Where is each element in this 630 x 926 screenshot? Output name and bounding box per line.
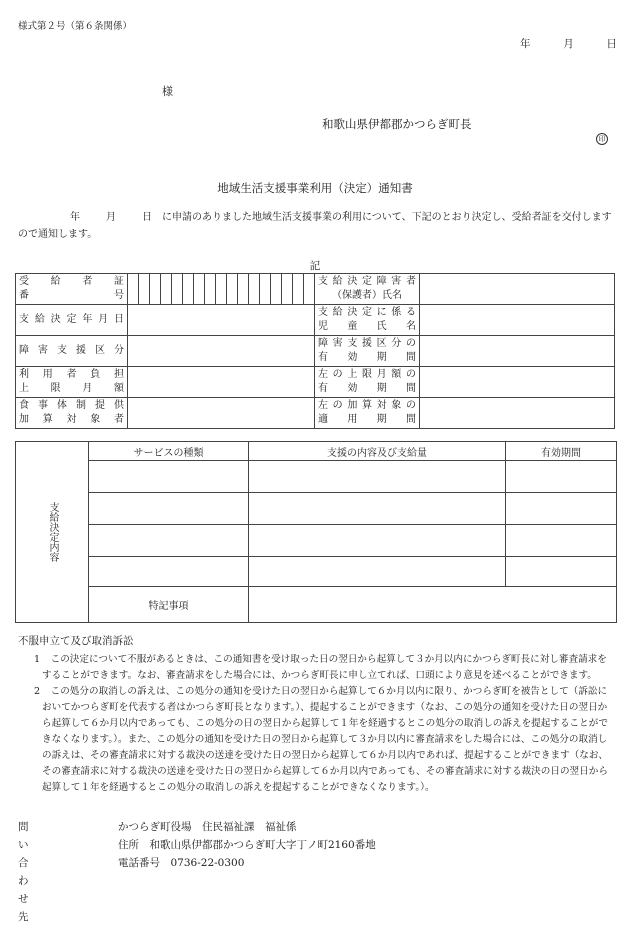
addressee: 様	[162, 85, 173, 98]
copay-period-field[interactable]	[420, 367, 615, 398]
appeal-item-text: この決定について不服があるときは、この通知書を受け取った日の翌日から起算して３か月以内にかつらぎ町長に対し審査請求をすることができます。なお、審査請求をした場合には、かつらぎ町長に申し立てれば、口頭により意見を述べることができます。	[42, 654, 607, 681]
remarks-label: 特記事項	[89, 587, 249, 623]
child-name-field[interactable]	[420, 305, 615, 336]
intro-paragraph	[18, 209, 614, 243]
recipient-number-digit[interactable]	[150, 274, 161, 305]
intro-year: 年	[70, 212, 80, 223]
recipient-number-digit[interactable]	[194, 274, 205, 305]
recipient-number-digit[interactable]	[139, 274, 150, 305]
child-name-label: 支 給 決 定 に 係 る 児 童 氏 名	[315, 305, 420, 336]
valid-period-cell[interactable]	[506, 557, 617, 587]
meal-provision-label: 食 事 体 制 提 供 加 算 対 象 者	[16, 398, 128, 429]
decision-content-side-label: 支給決定内容	[16, 442, 89, 623]
contact-office: かつらぎ町役場 住民福祉課 福祉係	[118, 821, 297, 833]
guardian-name-label: 支 給 決 定 障 害 者 （保護者）氏名	[315, 274, 420, 305]
recipient-number-digit[interactable]	[205, 274, 216, 305]
recipient-number-digit[interactable]	[161, 274, 172, 305]
appeal-title: 不服申立て及び取消訴訟	[18, 635, 134, 647]
meal-period-field[interactable]	[420, 398, 615, 429]
recipient-number-digit[interactable]	[128, 274, 139, 305]
recipient-number-digit[interactable]	[183, 274, 194, 305]
recipient-number-digit[interactable]	[271, 274, 282, 305]
service-type-cell[interactable]	[89, 525, 249, 557]
meal-provision-field[interactable]	[128, 398, 315, 429]
guardian-name-field[interactable]	[420, 274, 615, 305]
recipient-number-digit[interactable]	[282, 274, 293, 305]
meal-period-label: 左 の 加 算 対 象 の 適 用 期 間	[315, 398, 420, 429]
recipient-number-label: 受 給 者 証 番 号	[16, 274, 128, 305]
support-content-header: 支援の内容及び支給量	[249, 442, 506, 461]
recipient-number-digit[interactable]	[293, 274, 304, 305]
recipient-number-digit[interactable]	[216, 274, 227, 305]
valid-period-header: 有効期間	[506, 442, 617, 461]
date-year-label: 年	[520, 38, 531, 50]
remarks-field[interactable]	[249, 587, 617, 623]
appeal-item: 1 この決定について不服があるときは、この通知書を受け取った日の翌日から起算して３か月以内にかつらぎ町長に対し審査請求をすることができます。なお、審査請求をした場合には、かつらぎ町長に申し立てれば、口頭により意見を述べることができます。	[18, 652, 616, 684]
support-content-cell[interactable]	[249, 461, 506, 493]
service-type-cell[interactable]	[89, 493, 249, 525]
copay-limit-field[interactable]	[128, 367, 315, 398]
recipient-number-digit[interactable]	[249, 274, 260, 305]
support-class-label: 障 害 支 援 区 分	[16, 336, 128, 367]
valid-period-cell[interactable]	[506, 525, 617, 557]
recipient-number-digit[interactable]	[260, 274, 271, 305]
decision-date-label: 支 給 決 定 年 月 日	[16, 305, 128, 336]
valid-period-cell[interactable]	[506, 493, 617, 525]
issuer-name: 和歌山県伊都郡かつらぎ町長	[322, 117, 472, 131]
appeal-item: 2 この処分の取消しの訴えは、この処分の通知を受けた日の翌日から起算して６か月以内に限り、かつらぎ町を被告として（訴訟においてかつらぎ町を代表する者はかつらぎ町長となります。）、提起することができます（なお、この処分の通知を受けた日の翌日から起算して６か月以内であっても、この処分の日の翌日から起算して１年を経過するとこの処分の取消しの訴えを提起することができなくなります。）。また、この処分の通知を受けた日の翌日から起算して３か月以内に審査請求をした場合には、この処分の取消しの訴えは、その審査請求に対する裁決の送達を受けた日の翌日から起算して６か月以内であれば、提起することができます（なお、その審査請求に対する裁決の送達を受けた日の翌日から起算して６か月以内であっても、その審査請求に対する裁決の日の翌日から起算して１年を経過するとこの処分の取消しの訴えを提起することができなくなります。）。	[18, 684, 616, 796]
support-content-cell[interactable]	[249, 493, 506, 525]
recipient-number-digit[interactable]	[238, 274, 249, 305]
copay-period-label: 左 の 上 限 月 額 の 有 効 期 間	[315, 367, 420, 398]
copay-limit-label: 利 用 者 負 担 上 限 月 額	[16, 367, 128, 398]
appeal-item-text: この処分の取消しの訴えは、この処分の通知を受けた日の翌日から起算して６か月以内に限り、かつらぎ町を被告として（訴訟においてかつらぎ町を代表する者はかつらぎ町長となります。）、提起することができます（なお、この処分の通知を受けた日の翌日から起算して６か月以内であっても、この処分の日の翌日から起算して１年を経過するとこの処分の取消しの訴えを提起することができなくなります。）。また、この処分の通知を受けた日の翌日から起算して３か月以内に審査請求をした場合には、この処分の取消しの訴えは、その審査請求に対する裁決の送達を受けた日の翌日から起算して６か月以内であれば、提起することができます（なお、その審査請求に対する裁決の送達を受けた日の翌日から起算して６か月以内であっても、その審査請求に対する裁決の日の翌日から起算して１年を経過するとこの処分の取消しの訴えを提起することができなくなります。）。	[42, 686, 609, 793]
intro-text: に申請のありました地域生活支援事業の利用について、下記のとおり決定し、受給者証を交付しますので通知します。	[18, 212, 612, 240]
seal-mark: 印	[596, 133, 608, 145]
recipient-number-digit[interactable]	[227, 274, 238, 305]
valid-period-cell[interactable]	[506, 461, 617, 493]
intro-month: 月	[106, 212, 116, 223]
ki-heading: 記	[309, 260, 321, 272]
support-class-period-field[interactable]	[420, 336, 615, 367]
support-class-field[interactable]	[128, 336, 315, 367]
service-type-cell[interactable]	[89, 461, 249, 493]
appeal-notes	[18, 652, 616, 796]
recipient-number-digit[interactable]	[172, 274, 183, 305]
date-day-label: 日	[606, 38, 617, 50]
decision-date-field[interactable]	[128, 305, 315, 336]
date-month-label: 月	[563, 38, 574, 50]
support-class-period-label: 障 害 支 援 区 分 の 有 効 期 間	[315, 336, 420, 367]
support-content-cell[interactable]	[249, 525, 506, 557]
decision-content-table	[15, 441, 617, 623]
support-content-cell[interactable]	[249, 557, 506, 587]
service-type-header: サービスの種類	[89, 442, 249, 461]
form-number: 様式第２号（第６条関係）	[18, 21, 133, 32]
contact-label: 問い合わせ先	[18, 821, 29, 923]
service-type-cell[interactable]	[89, 557, 249, 587]
contact-address: 住所 和歌山県伊都郡かつらぎ町大字丁ノ町2160番地	[118, 839, 376, 851]
recipient-info-table	[15, 273, 615, 429]
intro-day: 日	[142, 212, 152, 223]
contact-phone: 電話番号 0736-22-0300	[118, 857, 245, 869]
document-title: 地域生活支援事業利用（決定）通知書	[217, 181, 413, 195]
recipient-number-digit[interactable]	[304, 274, 315, 305]
issue-date	[520, 36, 617, 51]
